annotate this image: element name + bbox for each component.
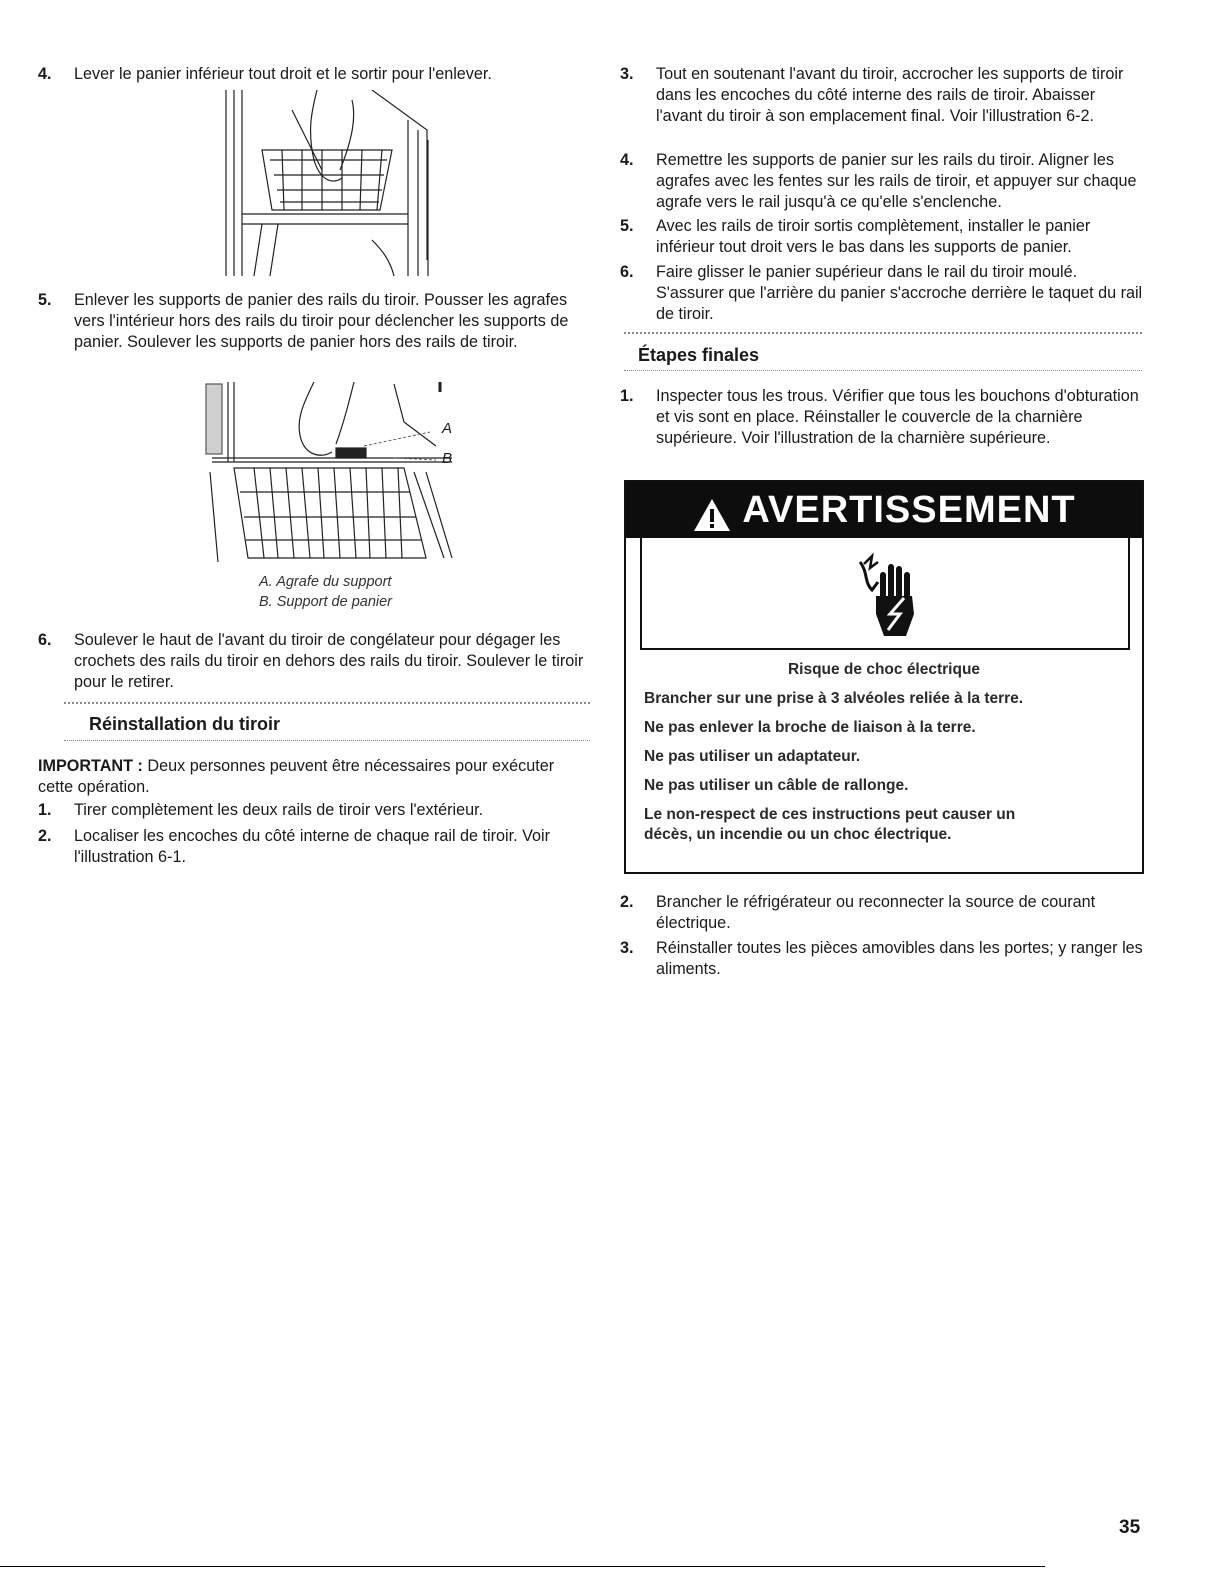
reinstall-step-1 — [38, 800, 598, 821]
reinstall-step-4 — [620, 150, 1145, 213]
step-number: 4. — [620, 151, 634, 169]
step-text: Brancher le réfrigérateur ou reconnecter la source de courant électrique. — [656, 893, 1096, 932]
section-title-final-steps: Étapes finales — [638, 345, 760, 365]
final-step-2 — [620, 892, 1145, 934]
warning-box — [624, 480, 1144, 874]
warning-title-bar — [626, 482, 1142, 538]
step-5-remove-basket-supports — [38, 290, 598, 353]
step-text: Enlever les supports de panier des rails du tiroir. Pousser les agrafes vers l'intérieur hors des rails du tiroir pour déclencher les supports de panier. Soulever les supports de panier hors des rails de tiroir. — [74, 291, 569, 351]
step-number: 1. — [38, 801, 52, 819]
step-6-lift-drawer — [38, 630, 598, 693]
step-number: 6. — [38, 631, 52, 649]
step-number: 4. — [38, 65, 52, 83]
step-number: 5. — [620, 217, 634, 235]
step-number: 1. — [620, 387, 634, 405]
electric-shock-hazard-icon — [858, 552, 924, 643]
step-text: Tirer complètement les deux rails de tiroir vers l'extérieur. — [74, 801, 484, 819]
step-text: Soulever le haut de l'avant du tiroir de congélateur pour dégager les crochets des rails du tiroir en dehors des rails du tiroir. Soulever le tiroir pour le retirer. — [74, 631, 584, 691]
warning-line: Ne pas enlever la broche de liaison à la terre. — [644, 719, 976, 736]
step-text: Remettre les supports de panier sur les rails du tiroir. Aligner les agrafes avec les fentes sur les rails de tiroir, et appuyer sur chaque agrafe vers le rail jusqu'à ce qu'elle s'enclenche. — [656, 151, 1137, 211]
step-number: 3. — [620, 65, 634, 83]
callout-label-a: A — [442, 420, 453, 437]
step-text: Avec les rails de tiroir sortis complètement, installer le panier inférieur tout droit vers le bas dans les supports de panier. — [656, 217, 1091, 256]
basket-removal-illustration — [222, 90, 434, 278]
callout-label-b: B — [442, 450, 453, 467]
step-number: 2. — [620, 893, 634, 911]
important-label: IMPORTANT : — [38, 757, 143, 775]
warning-heading: Risque de choc électrique — [787, 661, 981, 678]
step-number: 6. — [620, 263, 634, 281]
step-text: Faire glisser le panier supérieur dans le rail du tiroir moulé. S'assurer que l'arrière du panier s'accroche derrière le taquet du rail de tiroir. — [656, 263, 1143, 323]
step-number: 3. — [620, 939, 634, 957]
final-step-1 — [620, 386, 1145, 449]
section-title-drawer-reinstall: Réinstallation du tiroir — [89, 714, 281, 734]
section-divider-top — [624, 332, 1142, 334]
section-divider-bottom — [624, 370, 1142, 371]
basket-support-illustration — [204, 382, 456, 566]
basket-removal-drawing — [222, 90, 434, 278]
step-text: Tout en soutenant l'avant du tiroir, accrocher les supports de tiroir dans les encoches du côté interne des rails de tiroir. Abaisser l'avant du tiroir à son emplacement final. Voir l'illustration 6-2. — [656, 65, 1124, 125]
figure-caption-a: A. Agrafe du support — [259, 574, 392, 590]
warning-text — [644, 660, 1124, 854]
warning-line: Le non-respect de ces instructions peut causer un décès, un incendie ou un choc électrique. — [644, 806, 1016, 843]
section-divider-top — [64, 702, 590, 704]
reinstall-step-2 — [38, 826, 598, 868]
warning-symbol-area — [640, 538, 1130, 650]
step-text: Réinstaller toutes les pièces amovibles dans les portes; y ranger les aliments. — [656, 939, 1143, 978]
step-text: Localiser les encoches du côté interne de chaque rail de tiroir. Voir l'illustration 6-1. — [74, 827, 551, 866]
warning-title: AVERTISSEMENT — [742, 489, 1076, 531]
basket-support-drawing — [204, 382, 456, 566]
reinstall-step-5 — [620, 216, 1145, 258]
reinstall-step-3 — [620, 64, 1145, 127]
warning-line: Ne pas utiliser un adaptateur. — [644, 748, 861, 765]
reinstall-step-6 — [620, 262, 1145, 325]
step-number: 2. — [38, 827, 52, 845]
step-number: 5. — [38, 291, 52, 309]
final-step-3 — [620, 938, 1145, 980]
step-text: Inspecter tous les trous. Vérifier que tous les bouchons d'obturation et vis sont en place. Réinstaller le couvercle de la charnière supérieure. Voir l'illustration de la charnière supérieure. — [656, 387, 1139, 447]
bottom-rule — [0, 1566, 1045, 1567]
warning-line: Ne pas utiliser un câble de rallonge. — [644, 777, 909, 794]
step-text: Lever le panier inférieur tout droit et le sortir pour l'enlever. — [74, 65, 492, 83]
warning-line: Brancher sur une prise à 3 alvéoles reliée à la terre. — [644, 690, 1024, 707]
important-text: Deux personnes peuvent être nécessaires pour exécuter cette opération. — [38, 757, 555, 796]
page-number: 35 — [1119, 1517, 1141, 1538]
step-4-remove-lower-basket — [38, 64, 598, 85]
figure-caption-b: B. Support de panier — [259, 594, 393, 610]
important-note — [38, 756, 578, 798]
section-divider-bottom — [64, 740, 590, 741]
warning-triangle-icon — [692, 497, 732, 538]
